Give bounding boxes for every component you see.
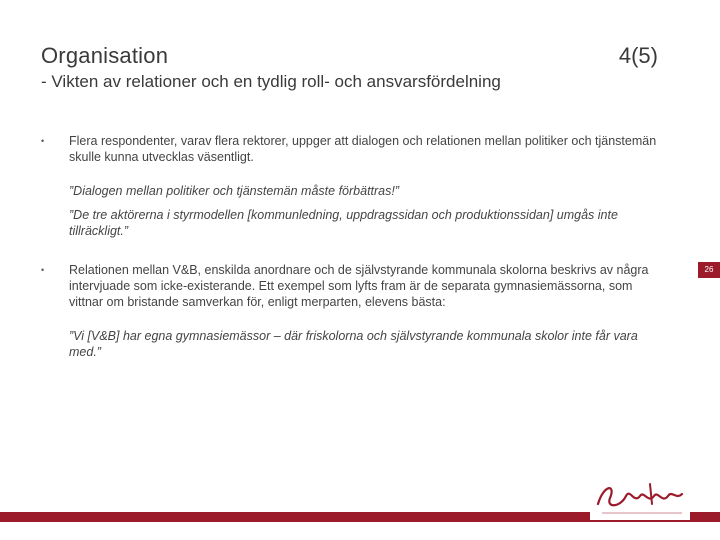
bullet-item-1 [41, 133, 661, 165]
page-counter: 4(5) [618, 43, 658, 68]
slide-number-badge: 26 [698, 262, 720, 278]
slide-title: Organisation [41, 43, 169, 68]
bullet-symbol: • [41, 136, 45, 146]
slide-subtitle: - Vikten av relationer och en tydlig roll- och ansvarsfördelning [41, 72, 501, 91]
quote-2: ”De tre aktörerna i styrmodellen [kommunledning, uppdragssidan och produktionssidan] umgås inte tillräckligt.” [69, 208, 618, 238]
quote-1: ”Dialogen mellan politiker och tjänstemän måste förbättras!” [69, 184, 400, 198]
bullet-text-2: Relationen mellan V&B, enskilda anordnare och de självstyrande kommunala skolorna beskrivs av några intervjuade som icke-existerande. Ett exempel som lyfts fram är de separata gymnasiemässorna, som vittnar om bristande samverkan för, enligt merparten, elevens bästa: [69, 263, 649, 309]
bullet-text-1: Flera respondenter, varav flera rektorer, uppger att dialogen och relationen mellan politiker och tjänstemän skulle kunna utvecklas väsentligt. [69, 134, 657, 164]
svenneststad-logo-icon [590, 470, 690, 520]
bullet-item-2 [41, 262, 661, 310]
quote-3: ”Vi [V&B] har egna gymnasiemässor – där friskolorna och självstyrande kommunala skolor inte får vara med.” [69, 329, 638, 359]
bullet-symbol: • [41, 265, 45, 275]
